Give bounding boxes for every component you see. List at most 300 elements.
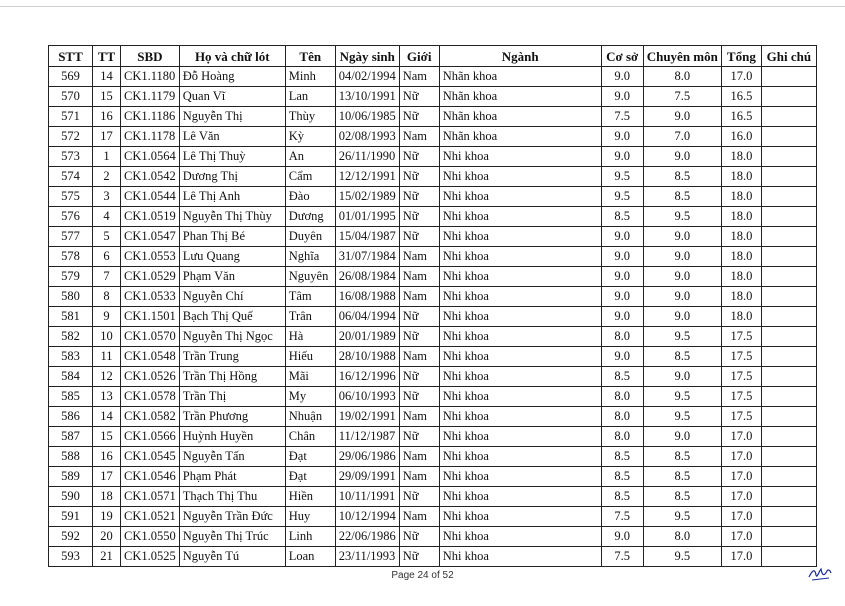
cell-tong: 18.0 — [721, 267, 761, 287]
cell-gioi: Nữ — [399, 367, 439, 387]
cell-chuyen-mon: 8.5 — [643, 187, 721, 207]
cell-stt: 569 — [49, 67, 93, 87]
cell-ten: My — [285, 387, 335, 407]
cell-sbd: CK1.0547 — [121, 227, 180, 247]
cell-ho-chu-lot: Lê Văn — [179, 127, 285, 147]
cell-tt: 11 — [93, 347, 121, 367]
cell-nganh: Nhi khoa — [439, 487, 601, 507]
cell-co-so: 8.0 — [601, 407, 643, 427]
cell-tong: 18.0 — [721, 247, 761, 267]
cell-co-so: 9.0 — [601, 67, 643, 87]
cell-sbd: CK1.1501 — [121, 307, 180, 327]
cell-ghi-chu — [761, 227, 816, 247]
cell-tong: 18.0 — [721, 207, 761, 227]
cell-co-so: 9.0 — [601, 267, 643, 287]
cell-tong: 17.0 — [721, 487, 761, 507]
cell-ten: Kỳ — [285, 127, 335, 147]
cell-tt: 10 — [93, 327, 121, 347]
cell-tt: 1 — [93, 147, 121, 167]
cell-tong: 18.0 — [721, 147, 761, 167]
header-ho-chu-lot: Họ và chữ lót — [179, 46, 285, 67]
cell-nganh: Nhi khoa — [439, 187, 601, 207]
cell-ngay-sinh: 10/12/1994 — [335, 507, 399, 527]
cell-tt: 9 — [93, 307, 121, 327]
cell-chuyen-mon: 9.5 — [643, 327, 721, 347]
cell-tt: 8 — [93, 287, 121, 307]
cell-ngay-sinh: 10/11/1991 — [335, 487, 399, 507]
cell-ten: Thùy — [285, 107, 335, 127]
cell-stt: 575 — [49, 187, 93, 207]
cell-tt: 13 — [93, 387, 121, 407]
cell-gioi: Nam — [399, 447, 439, 467]
cell-tt: 16 — [93, 447, 121, 467]
cell-tt: 19 — [93, 507, 121, 527]
cell-ngay-sinh: 15/04/1987 — [335, 227, 399, 247]
cell-ghi-chu — [761, 507, 816, 527]
cell-tong: 18.0 — [721, 287, 761, 307]
cell-ngay-sinh: 19/02/1991 — [335, 407, 399, 427]
cell-ho-chu-lot: Phan Thị Bé — [179, 227, 285, 247]
cell-chuyen-mon: 8.5 — [643, 467, 721, 487]
cell-co-so: 9.0 — [601, 227, 643, 247]
table-row — [49, 547, 817, 567]
cell-chuyen-mon: 9.0 — [643, 247, 721, 267]
cell-tong: 17.0 — [721, 427, 761, 447]
cell-nganh: Nhi khoa — [439, 407, 601, 427]
table-row — [49, 447, 817, 467]
cell-tt: 17 — [93, 467, 121, 487]
cell-sbd: CK1.0544 — [121, 187, 180, 207]
cell-gioi: Nữ — [399, 227, 439, 247]
cell-stt: 591 — [49, 507, 93, 527]
table-row — [49, 267, 817, 287]
cell-chuyen-mon: 9.5 — [643, 387, 721, 407]
cell-nganh: Nhi khoa — [439, 147, 601, 167]
table-row — [49, 107, 817, 127]
cell-co-so: 8.0 — [601, 387, 643, 407]
cell-gioi: Nữ — [399, 387, 439, 407]
cell-ten: Đạt — [285, 467, 335, 487]
cell-ten: Linh — [285, 527, 335, 547]
cell-sbd: CK1.0548 — [121, 347, 180, 367]
cell-co-so: 8.5 — [601, 367, 643, 387]
cell-chuyen-mon: 9.5 — [643, 407, 721, 427]
cell-tong: 17.0 — [721, 547, 761, 567]
cell-co-so: 8.0 — [601, 327, 643, 347]
cell-tong: 17.0 — [721, 527, 761, 547]
cell-ho-chu-lot: Trần Phương — [179, 407, 285, 427]
cell-chuyen-mon: 9.5 — [643, 207, 721, 227]
cell-ngay-sinh: 13/10/1991 — [335, 87, 399, 107]
cell-ho-chu-lot: Nguyễn Thị — [179, 107, 285, 127]
cell-ho-chu-lot: Nguyễn Trần Đức — [179, 507, 285, 527]
cell-ten: Huy — [285, 507, 335, 527]
cell-co-so: 9.0 — [601, 87, 643, 107]
cell-nganh: Nhi khoa — [439, 507, 601, 527]
cell-nganh: Nhi khoa — [439, 327, 601, 347]
page-top-rule — [0, 6, 845, 7]
cell-tong: 16.5 — [721, 107, 761, 127]
cell-chuyen-mon: 8.5 — [643, 487, 721, 507]
cell-stt: 582 — [49, 327, 93, 347]
cell-gioi: Nam — [399, 507, 439, 527]
cell-nganh: Nhãn khoa — [439, 107, 601, 127]
table-row — [49, 387, 817, 407]
cell-sbd: CK1.1179 — [121, 87, 180, 107]
cell-gioi: Nữ — [399, 527, 439, 547]
cell-chuyen-mon: 9.0 — [643, 427, 721, 447]
cell-ngay-sinh: 02/08/1993 — [335, 127, 399, 147]
cell-tong: 18.0 — [721, 307, 761, 327]
cell-stt: 572 — [49, 127, 93, 147]
cell-nganh: Nhi khoa — [439, 247, 601, 267]
cell-tong: 18.0 — [721, 187, 761, 207]
cell-co-so: 7.5 — [601, 107, 643, 127]
cell-ho-chu-lot: Nguyễn Thị Ngọc — [179, 327, 285, 347]
cell-chuyen-mon: 9.0 — [643, 367, 721, 387]
cell-ngay-sinh: 16/12/1996 — [335, 367, 399, 387]
cell-chuyen-mon: 9.0 — [643, 307, 721, 327]
cell-ho-chu-lot: Bạch Thị Quế — [179, 307, 285, 327]
cell-sbd: CK1.0546 — [121, 467, 180, 487]
cell-tt: 12 — [93, 367, 121, 387]
cell-ghi-chu — [761, 287, 816, 307]
cell-ghi-chu — [761, 187, 816, 207]
cell-ghi-chu — [761, 427, 816, 447]
cell-sbd: CK1.0570 — [121, 327, 180, 347]
cell-stt: 589 — [49, 467, 93, 487]
header-ghi-chu: Ghi chú — [761, 46, 816, 67]
cell-stt: 583 — [49, 347, 93, 367]
cell-nganh: Nhi khoa — [439, 267, 601, 287]
cell-chuyen-mon: 8.0 — [643, 527, 721, 547]
table-row — [49, 487, 817, 507]
cell-nganh: Nhãn khoa — [439, 67, 601, 87]
cell-co-so: 9.0 — [601, 247, 643, 267]
cell-co-so: 9.0 — [601, 287, 643, 307]
cell-ho-chu-lot: Phạm Phát — [179, 467, 285, 487]
cell-tt: 3 — [93, 187, 121, 207]
cell-co-so: 9.5 — [601, 167, 643, 187]
cell-tt: 2 — [93, 167, 121, 187]
cell-stt: 590 — [49, 487, 93, 507]
cell-ten: Đạt — [285, 447, 335, 467]
cell-stt: 571 — [49, 107, 93, 127]
cell-chuyen-mon: 9.5 — [643, 507, 721, 527]
cell-co-so: 9.0 — [601, 307, 643, 327]
cell-co-so: 7.5 — [601, 507, 643, 527]
cell-chuyen-mon: 9.0 — [643, 227, 721, 247]
cell-stt: 576 — [49, 207, 93, 227]
cell-co-so: 8.0 — [601, 427, 643, 447]
cell-tong: 17.5 — [721, 327, 761, 347]
cell-nganh: Nhi khoa — [439, 227, 601, 247]
cell-ghi-chu — [761, 407, 816, 427]
cell-stt: 570 — [49, 87, 93, 107]
cell-chuyen-mon: 7.0 — [643, 127, 721, 147]
cell-tong: 16.5 — [721, 87, 761, 107]
table-header-row — [49, 46, 817, 67]
cell-ngay-sinh: 11/12/1987 — [335, 427, 399, 447]
cell-gioi: Nam — [399, 67, 439, 87]
table-row — [49, 87, 817, 107]
cell-ten: Nhuận — [285, 407, 335, 427]
cell-gioi: Nữ — [399, 327, 439, 347]
cell-nganh: Nhãn khoa — [439, 127, 601, 147]
cell-tt: 14 — [93, 407, 121, 427]
cell-ghi-chu — [761, 167, 816, 187]
table-row — [49, 187, 817, 207]
cell-stt: 593 — [49, 547, 93, 567]
cell-ngay-sinh: 28/10/1988 — [335, 347, 399, 367]
header-co-so: Cơ sở — [601, 46, 643, 67]
cell-gioi: Nữ — [399, 187, 439, 207]
cell-ten: Duyên — [285, 227, 335, 247]
cell-chuyen-mon: 9.0 — [643, 107, 721, 127]
table-row — [49, 327, 817, 347]
cell-stt: 581 — [49, 307, 93, 327]
cell-nganh: Nhi khoa — [439, 207, 601, 227]
cell-ten: Nghĩa — [285, 247, 335, 267]
cell-ghi-chu — [761, 307, 816, 327]
table-row — [49, 427, 817, 447]
cell-ghi-chu — [761, 327, 816, 347]
header-ngay-sinh: Ngày sinh — [335, 46, 399, 67]
cell-stt: 585 — [49, 387, 93, 407]
cell-ngay-sinh: 04/02/1994 — [335, 67, 399, 87]
table-row — [49, 287, 817, 307]
cell-gioi: Nam — [399, 267, 439, 287]
table-row — [49, 207, 817, 227]
cell-ngay-sinh: 26/08/1984 — [335, 267, 399, 287]
cell-ten: An — [285, 147, 335, 167]
table-row — [49, 227, 817, 247]
cell-sbd: CK1.0542 — [121, 167, 180, 187]
cell-sbd: CK1.0529 — [121, 267, 180, 287]
cell-sbd: CK1.0525 — [121, 547, 180, 567]
table-body — [49, 67, 817, 567]
cell-gioi: Nữ — [399, 87, 439, 107]
cell-stt: 579 — [49, 267, 93, 287]
cell-chuyen-mon: 8.0 — [643, 67, 721, 87]
cell-tong: 18.0 — [721, 227, 761, 247]
cell-gioi: Nam — [399, 407, 439, 427]
cell-ten: Lan — [285, 87, 335, 107]
cell-nganh: Nhi khoa — [439, 447, 601, 467]
cell-ten: Minh — [285, 67, 335, 87]
cell-tt: 4 — [93, 207, 121, 227]
cell-sbd: CK1.0533 — [121, 287, 180, 307]
cell-ho-chu-lot: Đỗ Hoàng — [179, 67, 285, 87]
cell-stt: 573 — [49, 147, 93, 167]
results-table — [48, 45, 817, 567]
cell-tong: 17.5 — [721, 367, 761, 387]
cell-sbd: CK1.0545 — [121, 447, 180, 467]
header-stt: STT — [49, 46, 93, 67]
cell-nganh: Nhãn khoa — [439, 87, 601, 107]
cell-ngay-sinh: 10/06/1985 — [335, 107, 399, 127]
cell-ngay-sinh: 15/02/1989 — [335, 187, 399, 207]
cell-ho-chu-lot: Trần Thị Hồng — [179, 367, 285, 387]
cell-ho-chu-lot: Dương Thị — [179, 167, 285, 187]
cell-ho-chu-lot: Phạm Văn — [179, 267, 285, 287]
cell-sbd: CK1.0566 — [121, 427, 180, 447]
cell-gioi: Nữ — [399, 167, 439, 187]
cell-tong: 17.0 — [721, 507, 761, 527]
cell-nganh: Nhi khoa — [439, 347, 601, 367]
cell-chuyen-mon: 8.5 — [643, 447, 721, 467]
cell-tong: 17.5 — [721, 407, 761, 427]
cell-chuyen-mon: 9.5 — [643, 547, 721, 567]
cell-gioi: Nam — [399, 127, 439, 147]
cell-stt: 587 — [49, 427, 93, 447]
cell-ngay-sinh: 06/04/1994 — [335, 307, 399, 327]
cell-gioi: Nữ — [399, 547, 439, 567]
cell-ghi-chu — [761, 67, 816, 87]
cell-ghi-chu — [761, 127, 816, 147]
cell-ngay-sinh: 12/12/1991 — [335, 167, 399, 187]
table-row — [49, 467, 817, 487]
cell-nganh: Nhi khoa — [439, 167, 601, 187]
header-gioi: Giới — [399, 46, 439, 67]
cell-co-so: 9.0 — [601, 347, 643, 367]
header-tt: TT — [93, 46, 121, 67]
cell-ten: Nguyên — [285, 267, 335, 287]
cell-stt: 578 — [49, 247, 93, 267]
cell-ten: Cẩm — [285, 167, 335, 187]
cell-gioi: Nữ — [399, 207, 439, 227]
cell-ten: Hà — [285, 327, 335, 347]
signature-icon — [807, 561, 833, 583]
cell-gioi: Nam — [399, 287, 439, 307]
cell-ngay-sinh: 22/06/1986 — [335, 527, 399, 547]
table-row — [49, 347, 817, 367]
table-row — [49, 367, 817, 387]
cell-ten: Hiền — [285, 487, 335, 507]
cell-chuyen-mon: 7.5 — [643, 87, 721, 107]
cell-ghi-chu — [761, 387, 816, 407]
cell-ghi-chu — [761, 467, 816, 487]
cell-ho-chu-lot: Lê Thị Thuỳ — [179, 147, 285, 167]
cell-stt: 577 — [49, 227, 93, 247]
cell-ghi-chu — [761, 267, 816, 287]
cell-sbd: CK1.0582 — [121, 407, 180, 427]
cell-nganh: Nhi khoa — [439, 527, 601, 547]
cell-tt: 17 — [93, 127, 121, 147]
cell-nganh: Nhi khoa — [439, 367, 601, 387]
page-footer: Page 24 of 52 — [391, 570, 454, 581]
cell-co-so: 8.5 — [601, 467, 643, 487]
cell-ghi-chu — [761, 247, 816, 267]
cell-ten: Loan — [285, 547, 335, 567]
table-row — [49, 507, 817, 527]
cell-ngay-sinh: 23/11/1993 — [335, 547, 399, 567]
cell-ghi-chu — [761, 447, 816, 467]
table-row — [49, 527, 817, 547]
cell-ho-chu-lot: Nguyễn Tấn — [179, 447, 285, 467]
cell-sbd: CK1.0519 — [121, 207, 180, 227]
cell-ho-chu-lot: Huỳnh Huyền — [179, 427, 285, 447]
cell-co-so: 9.0 — [601, 127, 643, 147]
cell-tong: 17.5 — [721, 387, 761, 407]
cell-sbd: CK1.0550 — [121, 527, 180, 547]
cell-ghi-chu — [761, 367, 816, 387]
cell-tong: 16.0 — [721, 127, 761, 147]
cell-stt: 580 — [49, 287, 93, 307]
cell-sbd: CK1.0521 — [121, 507, 180, 527]
cell-chuyen-mon: 8.5 — [643, 347, 721, 367]
cell-ho-chu-lot: Nguyễn Chí — [179, 287, 285, 307]
cell-sbd: CK1.0578 — [121, 387, 180, 407]
cell-tt: 18 — [93, 487, 121, 507]
cell-ten: Mãi — [285, 367, 335, 387]
header-sbd: SBD — [121, 46, 180, 67]
cell-ho-chu-lot: Trần Trung — [179, 347, 285, 367]
cell-ngay-sinh: 06/10/1993 — [335, 387, 399, 407]
cell-ho-chu-lot: Nguyễn Thị Thùy — [179, 207, 285, 227]
cell-ghi-chu — [761, 207, 816, 227]
cell-ngay-sinh: 01/01/1995 — [335, 207, 399, 227]
cell-ho-chu-lot: Lê Thị Anh — [179, 187, 285, 207]
cell-nganh: Nhi khoa — [439, 307, 601, 327]
cell-co-so: 8.5 — [601, 487, 643, 507]
cell-tong: 18.0 — [721, 167, 761, 187]
cell-ghi-chu — [761, 87, 816, 107]
cell-sbd: CK1.1186 — [121, 107, 180, 127]
cell-ghi-chu — [761, 487, 816, 507]
cell-ghi-chu — [761, 347, 816, 367]
cell-tong: 17.0 — [721, 467, 761, 487]
cell-tt: 6 — [93, 247, 121, 267]
cell-tong: 17.5 — [721, 347, 761, 367]
cell-gioi: Nam — [399, 247, 439, 267]
cell-tt: 16 — [93, 107, 121, 127]
cell-ten: Hiếu — [285, 347, 335, 367]
cell-co-so: 9.0 — [601, 147, 643, 167]
cell-ten: Dương — [285, 207, 335, 227]
cell-tong: 17.0 — [721, 67, 761, 87]
cell-sbd: CK1.0526 — [121, 367, 180, 387]
cell-ho-chu-lot: Trần Thị — [179, 387, 285, 407]
table-row — [49, 407, 817, 427]
cell-tt: 20 — [93, 527, 121, 547]
cell-ngay-sinh: 29/06/1986 — [335, 447, 399, 467]
header-nganh: Ngành — [439, 46, 601, 67]
cell-stt: 588 — [49, 447, 93, 467]
table-row — [49, 167, 817, 187]
cell-ngay-sinh: 26/11/1990 — [335, 147, 399, 167]
cell-ngay-sinh: 29/09/1991 — [335, 467, 399, 487]
cell-chuyen-mon: 8.5 — [643, 167, 721, 187]
table-row — [49, 147, 817, 167]
cell-nganh: Nhi khoa — [439, 547, 601, 567]
cell-gioi: Nữ — [399, 107, 439, 127]
cell-gioi: Nam — [399, 467, 439, 487]
cell-ngay-sinh: 16/08/1988 — [335, 287, 399, 307]
cell-tong: 17.0 — [721, 447, 761, 467]
cell-tt: 14 — [93, 67, 121, 87]
cell-sbd: CK1.0553 — [121, 247, 180, 267]
table-row — [49, 307, 817, 327]
cell-sbd: CK1.0564 — [121, 147, 180, 167]
cell-ngay-sinh: 20/01/1989 — [335, 327, 399, 347]
cell-tt: 15 — [93, 87, 121, 107]
header-tong: Tổng — [721, 46, 761, 67]
cell-tt: 5 — [93, 227, 121, 247]
cell-nganh: Nhi khoa — [439, 387, 601, 407]
cell-gioi: Nữ — [399, 147, 439, 167]
cell-stt: 592 — [49, 527, 93, 547]
